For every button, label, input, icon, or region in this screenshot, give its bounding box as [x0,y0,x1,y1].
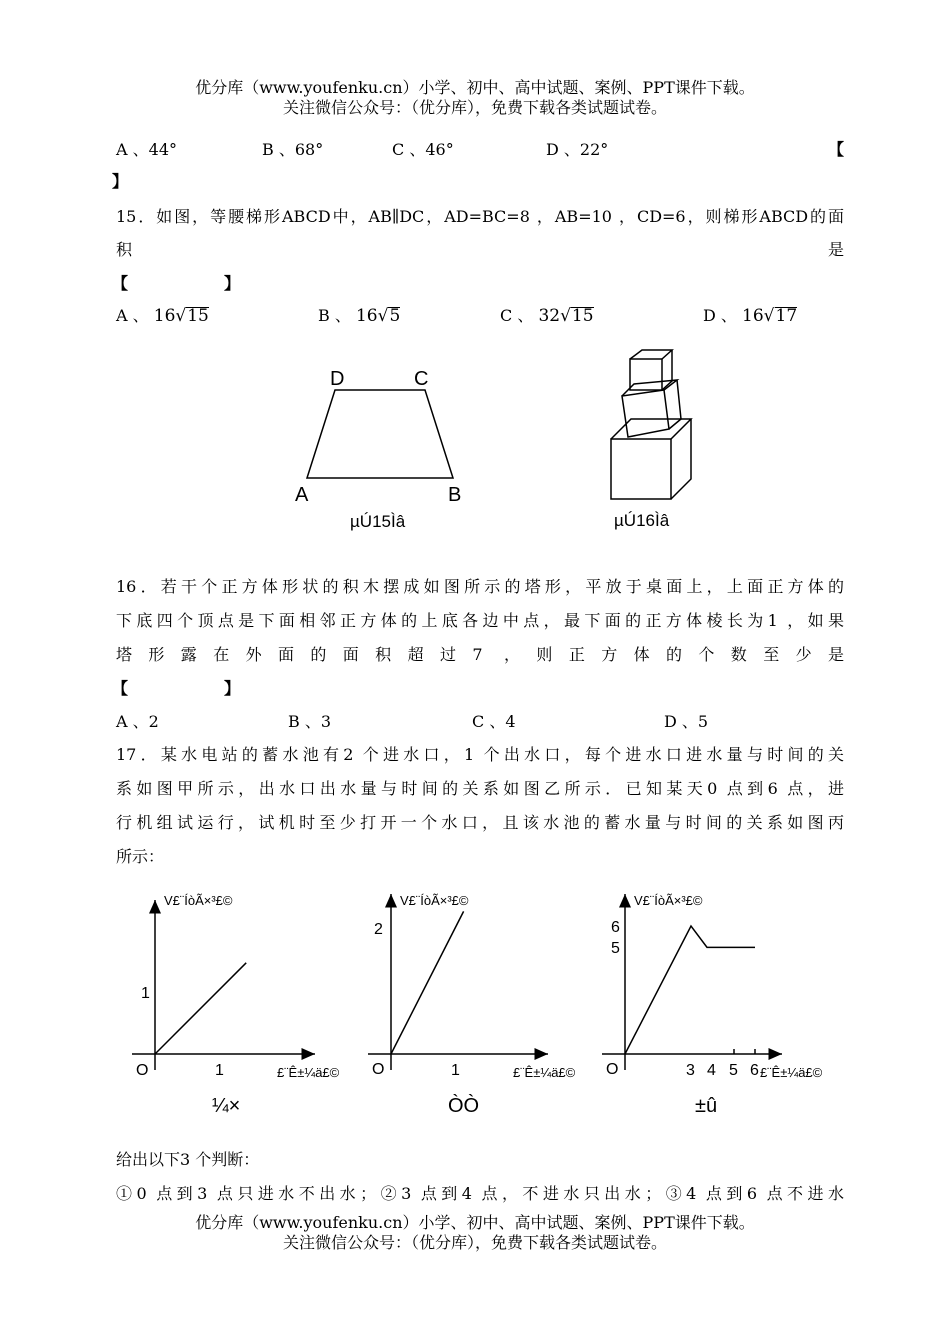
q16-option-a: A 、2 [116,712,159,731]
chart-bing-xtick-5: 5 [729,1062,738,1079]
vertex-label-d: D [330,368,345,390]
chart-jia-xtick-1: 1 [215,1062,224,1079]
q16-question-line-3: 塔形露在外面的面积超过7 ，则正方体的个数至少是 [116,645,844,664]
q17-charts [120,880,850,1125]
chart-bing-xtick-3: 3 [686,1062,695,1079]
chart-bing-xtick-6: 6 [750,1062,759,1079]
chart-yi-ytick-2: 2 [374,921,383,938]
q16-question-line-1: 16．若干个正方体形状的积木摆成如图所示的塔形，平放于桌面上，上面正方体的 [116,577,844,596]
figure-15-trapezoid [280,355,500,540]
figure-15-caption: µÚ15Ìâ [350,512,406,531]
q15-option-b: B 、 16√5 [318,306,401,326]
chart-yi-xtick-1: 1 [451,1062,460,1079]
chart-yi-origin: O [372,1061,385,1078]
chart-jia-xlabel: £¨Ê±¼ä£© [277,1065,340,1080]
chart-bing-ylabel: V£¨ÍòÃ×³£© [634,893,703,908]
cube-middle [622,380,681,437]
chart-jia-title: ¼× [212,1095,241,1117]
q16-option-b: B 、3 [288,712,332,731]
figure-16-cube-tower [600,345,710,535]
q15-option-d-coef: 16 [742,306,764,326]
q15-option-c: C 、 32√15 [500,306,594,326]
chart-bing-title: ±û [695,1095,718,1117]
chart-bing-xlabel: £¨Ê±¼ä£© [760,1065,823,1080]
q17-question-line-2: 系如图甲所示，出水口出水量与时间的关系如图乙所示．已知某天0 点到6 点，进 [116,779,844,798]
q15-answer-blank: 【 】 [112,274,241,293]
q15-question-line-2-left: 积 [116,240,133,259]
chart-jia [132,893,340,1117]
chart-yi-series-line [391,911,464,1054]
q15-option-c-coef: 32 [538,306,561,326]
q15-question-line-1: 15．如图，等腰梯形ABCD中，AB∥DC，AD=BC=8 ，AB=10 ，CD=6，则梯形ABCD的面 [116,207,844,226]
q15-option-b-coef: 16 [355,306,378,326]
q15-option-d-radicand: 17 [775,306,798,326]
trapezoid-shape [307,390,453,478]
judgement-intro: 给出以下3 个判断： [116,1150,260,1169]
q17-question-line-4: 所示： [116,847,165,866]
q16-question-line-2: 下底四个顶点是下面相邻正方体的上底各边中点，最下面的正方体棱长为1 ，如果 [116,611,844,630]
chart-yi [368,893,576,1117]
chart-bing-origin: O [606,1061,619,1078]
vertex-label-a: A [295,484,309,506]
q17-question-line-3: 行机组试运行，试机时至少打开一个水口，且该水池的蓄水量与时间的关系如图丙 [116,813,844,832]
q15-option-b-radicand: 5 [389,306,401,326]
chart-jia-ylabel: V£¨ÍòÃ×³£© [164,893,233,908]
q15-question-line-2-right: 是 [828,240,845,259]
chart-bing-ytick-5: 5 [611,940,620,957]
q14-option-b: B 、68° [262,140,324,159]
footer-line-1: 优分库（www.youfenku.cn）小学、初中、高中试题、案例、PPT课件下载。 [195,1213,755,1232]
chart-bing-ytick-6: 6 [611,919,620,936]
q15-option-a-coef: 16 [153,306,176,326]
header-line-2: 关注微信公众号：（优分库），免费下载各类试题试卷。 [282,98,667,117]
chart-bing-series-line [625,926,755,1054]
judgement-line-1: ①0 点到3 点只进水不出水；②3 点到4 点，不进水只出水；③4 点到6 点不进水 [116,1184,844,1203]
q14-bracket-close: 】 [112,172,129,191]
figure-16-caption: µÚ16Ìâ [614,511,670,530]
chart-bing [602,893,823,1117]
footer-line-2: 关注微信公众号：（优分库），免费下载各类试题试卷。 [282,1233,667,1252]
q17-question-line-1: 17．某水电站的蓄水池有2 个进水口，1 个出水口，每个进水口进水量与时间的关 [116,745,844,764]
q14-option-d: D 、22° [546,140,609,159]
q15-option-a: A 、 16√15 [116,306,209,326]
q16-option-d: D 、5 [664,712,709,731]
q14-option-c: C 、46° [392,140,454,159]
q14-bracket-open: 【 [828,140,845,159]
cube-bottom [611,419,691,499]
vertex-label-c: C [414,368,429,390]
chart-jia-ytick-1: 1 [141,985,150,1002]
chart-jia-origin: O [136,1062,149,1079]
chart-yi-title: ÒÒ [448,1095,480,1117]
chart-yi-xlabel: £¨Ê±¼ä£© [513,1065,576,1080]
q15-option-c-radicand: 15 [571,306,594,326]
q14-option-a: A 、44° [116,140,178,159]
chart-jia-series-line [155,963,246,1054]
header-line-1: 优分库（www.youfenku.cn）小学、初中、高中试题、案例、PPT课件下载。 [195,78,755,97]
q16-option-c: C 、4 [472,712,516,731]
chart-yi-ylabel: V£¨ÍòÃ×³£© [400,893,469,908]
q16-answer-blank: 【 】 [112,679,241,698]
q15-option-d: D 、 16√17 [703,306,798,326]
vertex-label-b: B [448,484,462,506]
q15-option-a-radicand: 15 [187,306,209,326]
chart-bing-xtick-4: 4 [707,1062,716,1079]
